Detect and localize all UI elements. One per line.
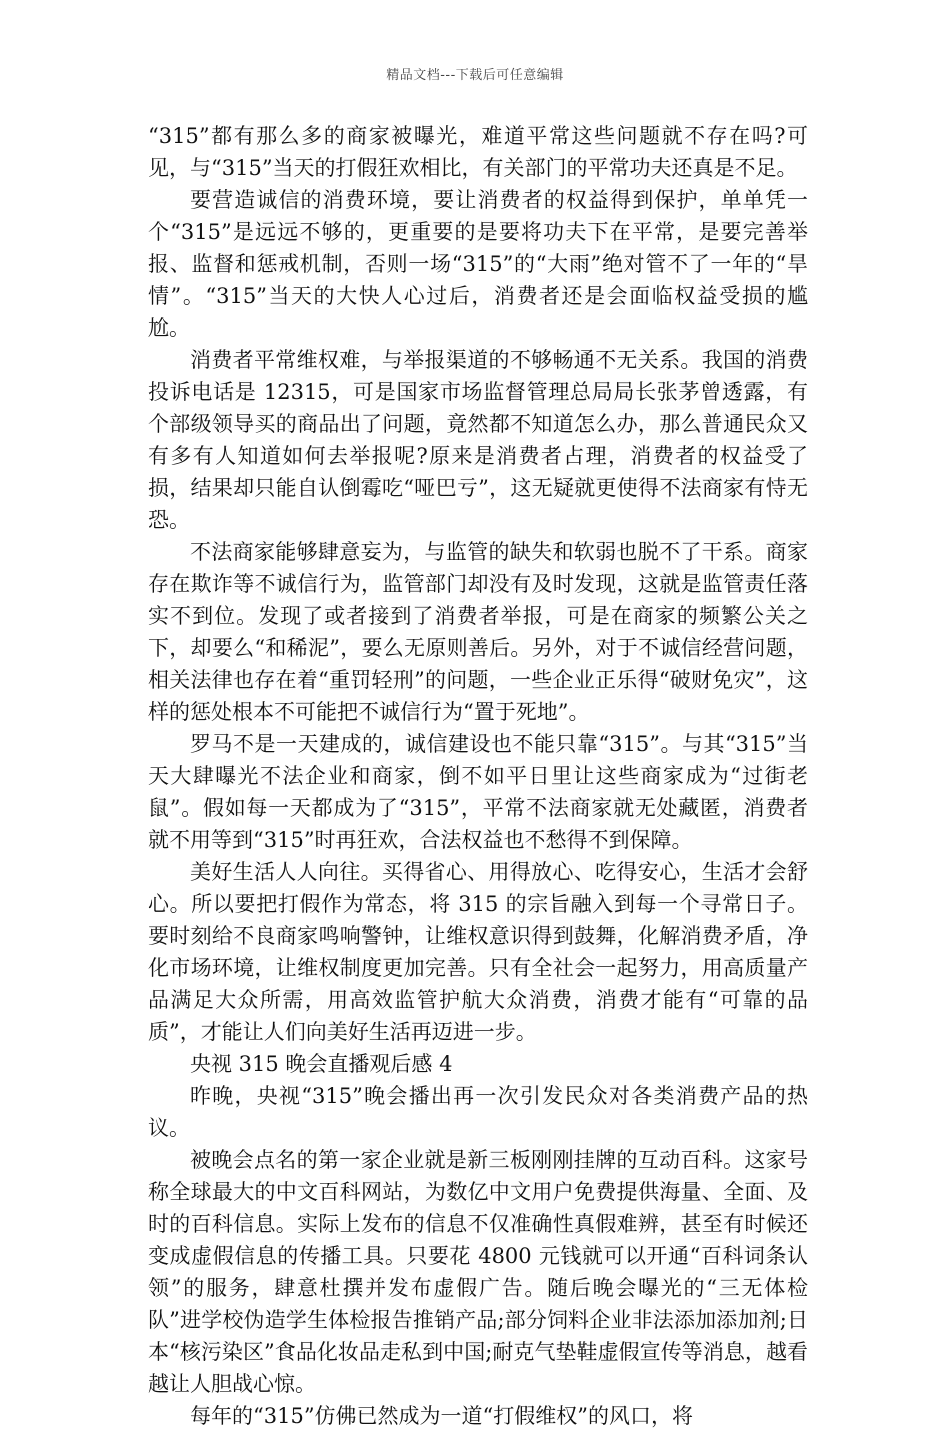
paragraph: 要营造诚信的消费环境，要让消费者的权益得到保护，单单凭一个“315”是远远不够的，更重要的是要将功夫下在平常，是要完善举报、监督和惩戒机制，否则一场“315”的“大雨”绝对管不了一年的“旱情”。“315”当天的大快人心过后，消费者还是会面临权益受损的尴尬。	[148, 188, 808, 340]
paragraph: 昨晚，央视“315”晚会播出再一次引发民众对各类消费产品的热议。	[148, 1084, 808, 1140]
paragraph: 每年的“315”仿佛已然成为一道“打假维权”的风口，将	[190, 1404, 694, 1428]
paragraph: 美好生活人人向往。买得省心、用得放心、吃得安心，生活才会舒心。所以要把打假作为常态，将 315 的宗旨融入到每一个寻常日子。要时刻给不良商家鸣响警钟，让维权意识得到鼓舞，化解消费矛盾，净化市场环境，让维权制度更加完善。只有全社会一起努力，用高质量产品满足大众所需，用高效监管护航大众消费，消费才能有“可靠的品质”，才能让人们向美好生活再迈进一步。	[148, 860, 808, 1044]
paragraph: 不法商家能够肆意妄为，与监管的缺失和软弱也脱不了干系。商家存在欺诈等不诚信行为，监管部门却没有及时发现，这就是监管责任落实不到位。发现了或者接到了消费者举报，可是在商家的频繁公关之下，却要么“和稀泥”，要么无原则善后。另外，对于不诚信经营问题，相关法律也存在着“重罚轻刑”的问题，一些企业正乐得“破财免灾”，这样的惩处根本不可能把不诚信行为“置于死地”。	[148, 540, 808, 724]
document-body	[148, 120, 808, 1432]
paragraph: 罗马不是一天建成的，诚信建设也不能只靠“315”。与其“315”当天大肆曝光不法企业和商家，倒不如平日里让这些商家成为“过街老鼠”。假如每一天都成为了“315”，平常不法商家就无处藏匿，消费者就不用等到“315”时再狂欢，合法权益也不愁得不到保障。	[148, 732, 808, 852]
section-heading: 央视 315 晚会直播观后感 4	[190, 1052, 453, 1076]
paragraph: 被晚会点名的第一家企业就是新三板刚刚挂牌的互动百科。这家号称全球最大的中文百科网站，为数亿中文用户免费提供海量、全面、及时的百科信息。实际上发布的信息不仅准确性真假难辨，甚至有时候还变成虚假信息的传播工具。只要花 4800 元钱就可以开通“百科词条认领”的服务，肆意杜撰并发布虚假广告。随后晚会曝光的“三无体检队”进学校伪造学生体检报告推销产品;部分饲料企业非法添加添加剂;日本“核污染区”食品化妆品走私到中国;耐克气垫鞋虚假宣传等消息，越看越让人胆战心惊。	[148, 1148, 808, 1396]
paragraph: “315”都有那么多的商家被曝光，难道平常这些问题就不存在吗?可见，与“315”当天的打假狂欢相比，有关部门的平常功夫还真是不足。	[148, 124, 808, 180]
page-header: 精品文档---下载后可任意编辑	[386, 68, 564, 83]
paragraph: 消费者平常维权难，与举报渠道的不够畅通不无关系。我国的消费投诉电话是 12315，可是国家市场监督管理总局局长张茅曾透露，有个部级领导买的商品出了问题，竟然都不知道怎么办，那么普通民众又有多有人知道如何去举报呢?原来是消费者占理，消费者的权益受了损，结果却只能自认倒霉吃“哑巴亏”，这无疑就更使得不法商家有恃无恐。	[148, 348, 808, 532]
